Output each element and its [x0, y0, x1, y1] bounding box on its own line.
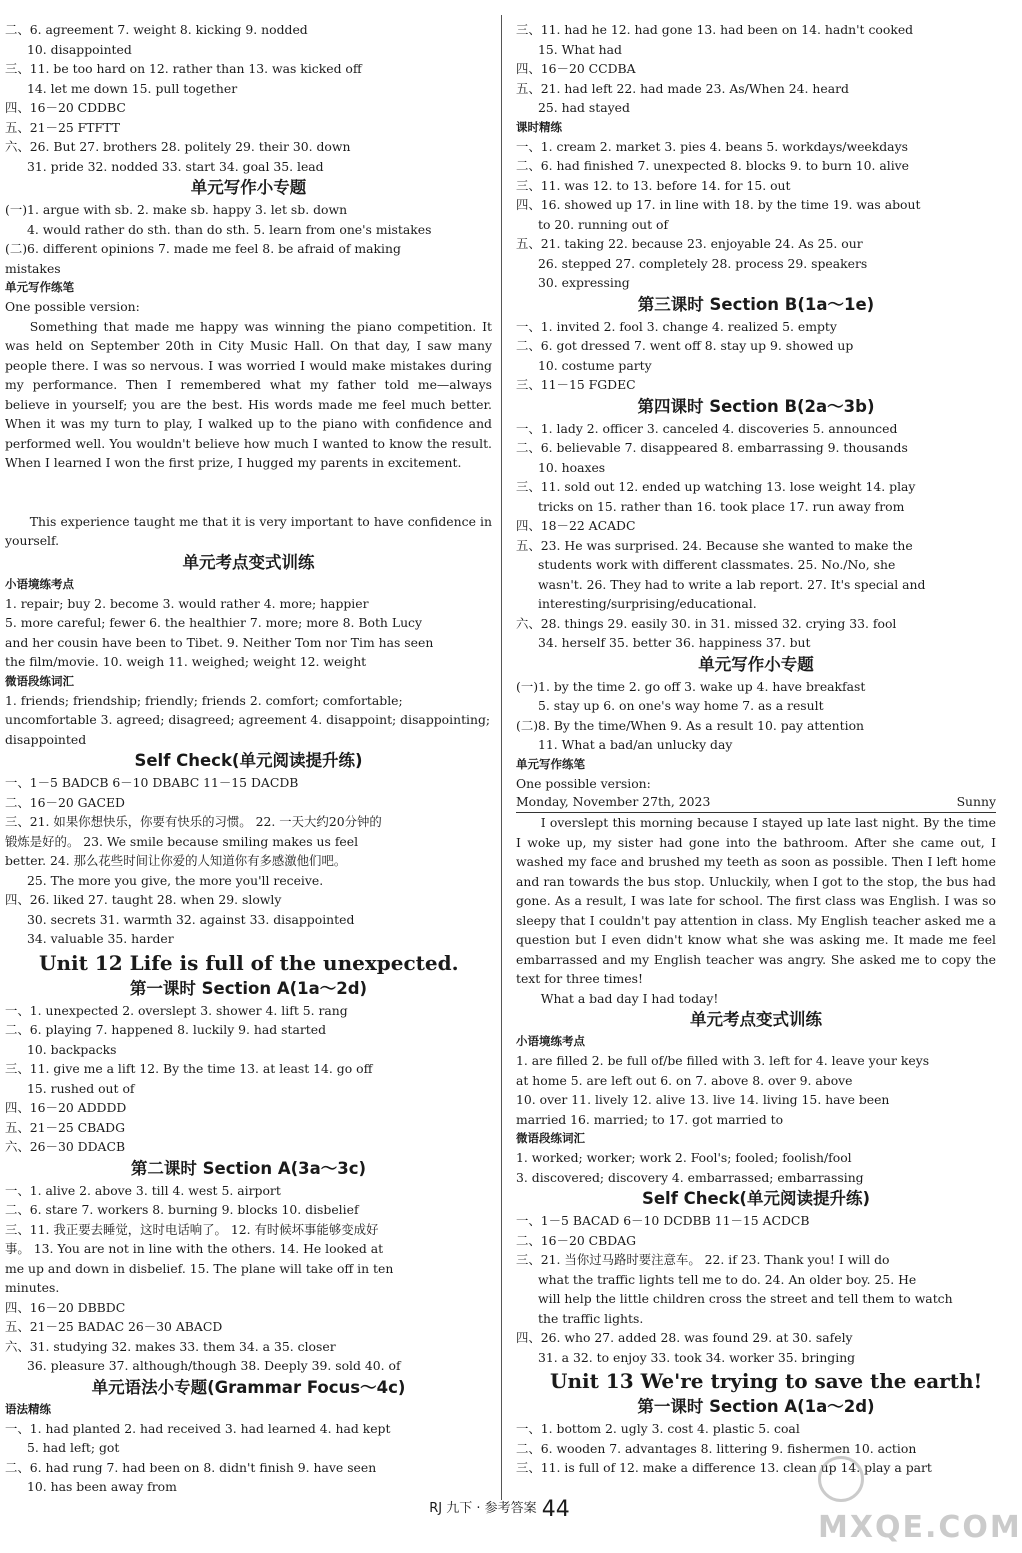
answer-line: what the traffic lights tell me to do. 24. An older boy. 25. He: [538, 1271, 917, 1287]
section-heading: Self Check(单元阅读提升练): [641, 1189, 871, 1208]
essay-paragraph: [516, 813, 996, 989]
answer-line: 二、6. stare 7. workers 8. burning 9. blocks 10. disbelief: [5, 1202, 359, 1217]
essay-text: Something that made me happy was winning the piano competition. It was held on September 20th in City Music Hall. On that day, I saw many people there. I was so nervous. I was worried I would make mistakes during my performance. Then I remembered what my father told me—always believe in yourself; you are the best. His words made me feel much better. When it was my turn to play, I walked up to the piano with confidence and performed well. You wouldn't believe how much I wanted to know the result. When I learned I won the first prize, I hugged my parents in excitement.: [5, 318, 492, 470]
answer-line: 五、21. had left 22. had made 23. As/When 24. heard: [516, 80, 849, 96]
answer-line: 二、6. had rung 7. had been on 8. didn't finish 9. have seen: [5, 1459, 377, 1475]
section-heading: 第三课时 Section B(1a～1e): [637, 294, 875, 314]
answer-line: will help the little children cross the street and tell them to watch: [538, 1291, 953, 1306]
answer-line: students work with different classmates. 25. No./No, she: [538, 557, 896, 572]
answer-line: 25. The more you give, the more you'll receive.: [27, 872, 324, 888]
answer-line: 四、16－20 CDDBC: [5, 100, 126, 115]
answer-line: 一、1. alive 2. above 3. till 4. west 5. airport: [5, 1182, 281, 1198]
diary-weather: Sunny: [956, 794, 996, 809]
section-heading: 第四课时 Section B(2a～3b): [637, 396, 875, 416]
answer-line: tricks on 15. rather than 16. took place 17. run away from: [538, 498, 905, 514]
section-heading: 单元考点变式训练: [182, 552, 315, 572]
answer-line: 五、21. taking 22. because 23. enjoyable 24. As 25. our: [516, 236, 863, 251]
section-heading: 第一课时 Section A(1a～2d): [129, 978, 368, 998]
answer-line: 31. a 32. to enjoy 33. took 34. worker 35. bringing: [538, 1349, 856, 1365]
section-heading: 第一课时 Section A(1a～2d): [637, 1397, 875, 1416]
answer-line: 二、6. had finished 7. unexpected 8. blocks 9. to burn 10. alive: [516, 158, 909, 173]
answer-line: 26. stepped 27. completely 28. process 29. speakers: [538, 255, 868, 271]
answer-line: 三、11. is full of 12. make a difference 13. clean up 14. play a part: [516, 1460, 932, 1475]
answer-line: 3. discovered; discovery 4. embarrassed; embarrassing: [516, 1169, 864, 1185]
answer-line: 六、31. studying 32. makes 33. them 34. a 35. closer: [5, 1338, 336, 1354]
answer-line: 三、11. was 12. to 13. before 14. for 15. out: [516, 177, 791, 193]
subsection-label: 微语段练词汇: [516, 1131, 585, 1145]
section-heading: 第二课时 Section A(3a～3c): [130, 1158, 367, 1178]
right-column: [516, 20, 996, 1478]
answer-line: 5. more careful; fewer 6. the healthier 7. more; more 8. Both Lucy: [5, 615, 422, 630]
answer-line: 锻炼是好的。 23. We smile because smiling makes us feel: [5, 833, 359, 849]
answer-line: 10. has been away from: [27, 1479, 177, 1494]
answer-line: minutes.: [5, 1280, 60, 1295]
answer-line: 四、16－20 ADDDD: [5, 1100, 127, 1115]
answer-line: 1. repair; buy 2. become 3. would rather 4. more; happier: [5, 595, 369, 611]
answer-line: 30. secrets 31. warmth 32. against 33. disappointed: [27, 911, 355, 927]
column-divider: [501, 15, 502, 1500]
answer-line: 一、1－5 BADCB 6－10 DBABC 11－15 DACDB: [5, 775, 299, 790]
answer-line: 5. had left; got: [27, 1440, 120, 1455]
answer-line: 4. would rather do sth. than do sth. 5. learn from one's mistakes: [27, 221, 432, 237]
subsection-label: 单元写作练笔: [5, 280, 74, 294]
answer-line: 15. What had: [538, 41, 622, 57]
essay-paragraph: [5, 512, 492, 551]
unit-title: Unit 12 Life is full of the unexpected.: [39, 950, 459, 975]
answer-line: (一)1. argue with sb. 2. make sb. happy 3. let sb. down: [5, 202, 348, 217]
answer-line: 10. costume party: [538, 357, 652, 373]
answer-line: 36. pleasure 37. although/though 38. Deeply 39. sold 40. of: [27, 1358, 401, 1373]
answer-line: 四、26. liked 27. taught 28. when 29. slowly: [5, 892, 282, 907]
answer-line: 一、1. invited 2. fool 3. change 4. realized 5. empty: [516, 318, 837, 334]
essay-text: This experience taught me that it is very important to have confidence in yourself.: [5, 513, 492, 548]
answer-line: 二、6. agreement 7. weight 8. kicking 9. nodded: [5, 22, 308, 37]
subsection-label: 小语境练考点: [5, 576, 74, 591]
essay-paragraph: [5, 317, 492, 512]
answer-line: disappointed: [5, 731, 87, 747]
watermark-circle-icon: [818, 1456, 864, 1502]
answer-line: 三、11. be too hard on 12. rather than 13. was kicked off: [5, 61, 362, 76]
answer-line: 34. herself 35. better 36. happiness 37. but: [538, 635, 811, 650]
section-heading: 单元写作小专题: [190, 178, 307, 197]
answer-line: the film/movie. 10. weigh 11. weighed; weight 12. weight: [5, 654, 367, 669]
unit-title: Unit 13 We're trying to save the earth!: [550, 1369, 983, 1393]
answer-line: 31. pride 32. nodded 33. start 34. goal 35. lead: [27, 158, 324, 174]
answer-line: 一、1. lady 2. officer 3. canceled 4. discoveries 5. announced: [516, 420, 898, 436]
answer-line: 三、11. 我正要去睡觉，这时电话响了。 12. 有时候坏事能够变成好: [5, 1221, 379, 1237]
answer-line: (二)8. By the time/When 9. As a result 10. pay attention: [516, 717, 865, 733]
section-heading: 单元考点变式训练: [690, 1010, 822, 1029]
answer-line: 六、28. things 29. easily 30. in 31. missed 32. crying 33. fool: [516, 615, 897, 631]
watermark-logo: [818, 1453, 1022, 1545]
answer-line: 六、26－30 DDACB: [5, 1139, 126, 1154]
answer-line: 四、18－22 ACADC: [516, 518, 636, 533]
answer-line: 11. What a bad/an unlucky day: [538, 737, 733, 752]
answer-line: 10. hoaxes: [538, 459, 606, 475]
answer-line: 五、21－25 FTFTT: [5, 119, 120, 135]
answer-line: 25. had stayed: [538, 100, 630, 115]
answer-line: 三、21. 当你过马路时要注意车。 22. if 23. Thank you! I will do: [516, 1252, 890, 1267]
answer-line: One possible version:: [5, 299, 140, 314]
answer-line: wasn't. 26. They had to write a lab report. 27. It's special and: [538, 576, 926, 592]
answer-line: 五、21－25 CBADG: [5, 1119, 126, 1135]
subsection-label: 语法精练: [5, 1401, 51, 1416]
diary-header: [516, 793, 996, 813]
answer-line: to 20. running out of: [538, 216, 669, 232]
answer-line: 14. let me down 15. pull together: [27, 80, 238, 96]
answer-line: 1. are filled 2. be full of/be filled with 3. left for 4. leave your keys: [516, 1053, 930, 1068]
answer-line: 二、6. wooden 7. advantages 8. littering 9. fishermen 10. action: [516, 1440, 917, 1456]
answer-line: better. 24. 那么花些时间让你爱的人知道你有多感激他们吧。: [5, 853, 347, 868]
subsection-label: 微语段练词汇: [5, 673, 74, 688]
answer-line: 三、11－15 FGDEC: [516, 377, 636, 392]
answer-line: 二、6. got dressed 7. went off 8. stay up 9. showed up: [516, 338, 854, 353]
answer-line: 一、1. had planted 2. had received 3. had learned 4. had kept: [5, 1420, 391, 1436]
answer-line: 二、16－20 CBDAG: [516, 1232, 637, 1248]
essay-text: I overslept this morning because I stayed up late last night. By the time I woke up, my sister had gone into the bathroom. After she came out, I washed my face and brushed my teeth as soon as possible. Then I left home and ran towards the bus stop. Unluckily, when I got to the stop, the bus had gone. As a result, I was late for school. The first class was English. I was so sleepy that I couldn't pay attention in class. My English teacher asked me a question but I even didn't know what she was asking me. It made me feel embarrassed and my English teacher was angry. She asked me to copy the text for three times!: [516, 815, 996, 986]
answer-line: 5. stay up 6. on one's way home 7. as a result: [538, 698, 824, 713]
answer-line: 事。 13. You are not in line with the others. 14. He looked at: [5, 1241, 384, 1256]
answer-line: 二、16－20 GACED: [5, 794, 125, 810]
footer-label: RJ 九下 · 参考答案: [429, 1501, 537, 1516]
answer-line: 三、21. 如果你想快乐，你要有快乐的习惯。 22. 一天大约20分钟的: [5, 814, 382, 829]
answer-line: 一、1. bottom 2. ugly 3. cost 4. plastic 5. coal: [516, 1421, 800, 1436]
section-heading: 单元写作小专题: [698, 654, 814, 674]
subsection-label: 小语境练考点: [516, 1034, 585, 1048]
answer-line: at home 5. are left out 6. on 7. above 8. over 9. above: [516, 1072, 853, 1088]
answer-line: 三、11. give me a lift 12. By the time 13. at least 14. go off: [5, 1061, 373, 1076]
answer-line: 四、16. showed up 17. in line with 18. by the time 19. was about: [516, 197, 921, 212]
section-heading: 单元语法小专题(Grammar Focus～4c): [91, 1377, 406, 1397]
subsection-label: 单元写作练笔: [516, 756, 585, 771]
answer-line: 五、23. He was surprised. 24. Because she wanted to make the: [516, 537, 913, 553]
left-column: [5, 20, 492, 1497]
answer-line: 四、16－20 CCDBA: [516, 61, 636, 76]
answer-line: 1. worked; worker; work 2. Fool's; fooled; foolish/fool: [516, 1150, 852, 1165]
answer-line: interesting/surprising/educational.: [538, 596, 757, 611]
subsection-label: 课时精练: [516, 119, 562, 134]
answer-line: 一、1. cream 2. market 3. pies 4. beans 5. workdays/weekdays: [516, 138, 908, 154]
page-number: 44: [541, 1497, 570, 1522]
answer-line: me up and down in disbelief. 15. The plane will take off in ten: [5, 1260, 394, 1276]
answer-line: 四、26. who 27. added 28. was found 29. at 30. safely: [516, 1330, 853, 1345]
answer-line: the traffic lights.: [538, 1310, 644, 1326]
answer-line: 三、11. had he 12. had gone 13. had been on 14. hadn't cooked: [516, 22, 914, 37]
answer-line: 二、6. playing 7. happened 8. luckily 9. had started: [5, 1022, 327, 1037]
answer-line: 一、1－5 BACAD 6－10 DCDBB 11－15 ACDCB: [516, 1213, 810, 1228]
answer-line: 30. expressing: [538, 275, 630, 290]
watermark-text: MXQE.COM: [818, 1510, 1022, 1545]
answer-line: 一、1. unexpected 2. overslept 3. shower 4. lift 5. rang: [5, 1002, 348, 1018]
answer-line: 二、6. believable 7. disappeared 8. embarrassing 9. thousands: [516, 440, 908, 455]
answer-line: (一)1. by the time 2. go off 3. wake up 4. have breakfast: [516, 678, 866, 694]
answer-line: 34. valuable 35. harder: [27, 931, 174, 946]
answer-line: 六、26. But 27. brothers 28. politely 29. their 30. down: [5, 139, 351, 154]
answer-line: uncomfortable 3. agreed; disagreed; agreement 4. disappoint; disappointing;: [5, 712, 491, 727]
section-heading: Self Check(单元阅读提升练): [134, 751, 363, 770]
answer-line: and her cousin have been to Tibet. 9. Neither Tom nor Tim has seen: [5, 634, 434, 650]
diary-date: Monday, November 27th, 2023: [516, 794, 711, 809]
answer-line: (二)6. different opinions 7. made me feel 8. be afraid of making: [5, 241, 401, 256]
answer-line: 10. over 11. lively 12. alive 13. live 14. living 15. have been: [516, 1092, 890, 1107]
answer-line: 三、11. sold out 12. ended up watching 13. lose weight 14. play: [516, 479, 916, 494]
answer-line: 1. friends; friendship; friendly; friends 2. comfort; comfortable;: [5, 692, 403, 708]
answer-line: 四、16－20 DBBDC: [5, 1299, 126, 1315]
answer-line: mistakes: [5, 260, 61, 276]
answer-line: One possible version:: [516, 775, 651, 791]
answer-line: 15. rushed out of: [27, 1080, 135, 1096]
answer-line: 10. backpacks: [27, 1041, 117, 1057]
answer-line: married 16. married; to 17. got married to: [516, 1111, 784, 1127]
essay-text: What a bad day I had today!: [540, 990, 719, 1006]
answer-line: 五、21－25 BADAC 26－30 ABACD: [5, 1319, 223, 1334]
essay-paragraph: [516, 989, 996, 1009]
answer-line: 10. disappointed: [27, 41, 132, 57]
